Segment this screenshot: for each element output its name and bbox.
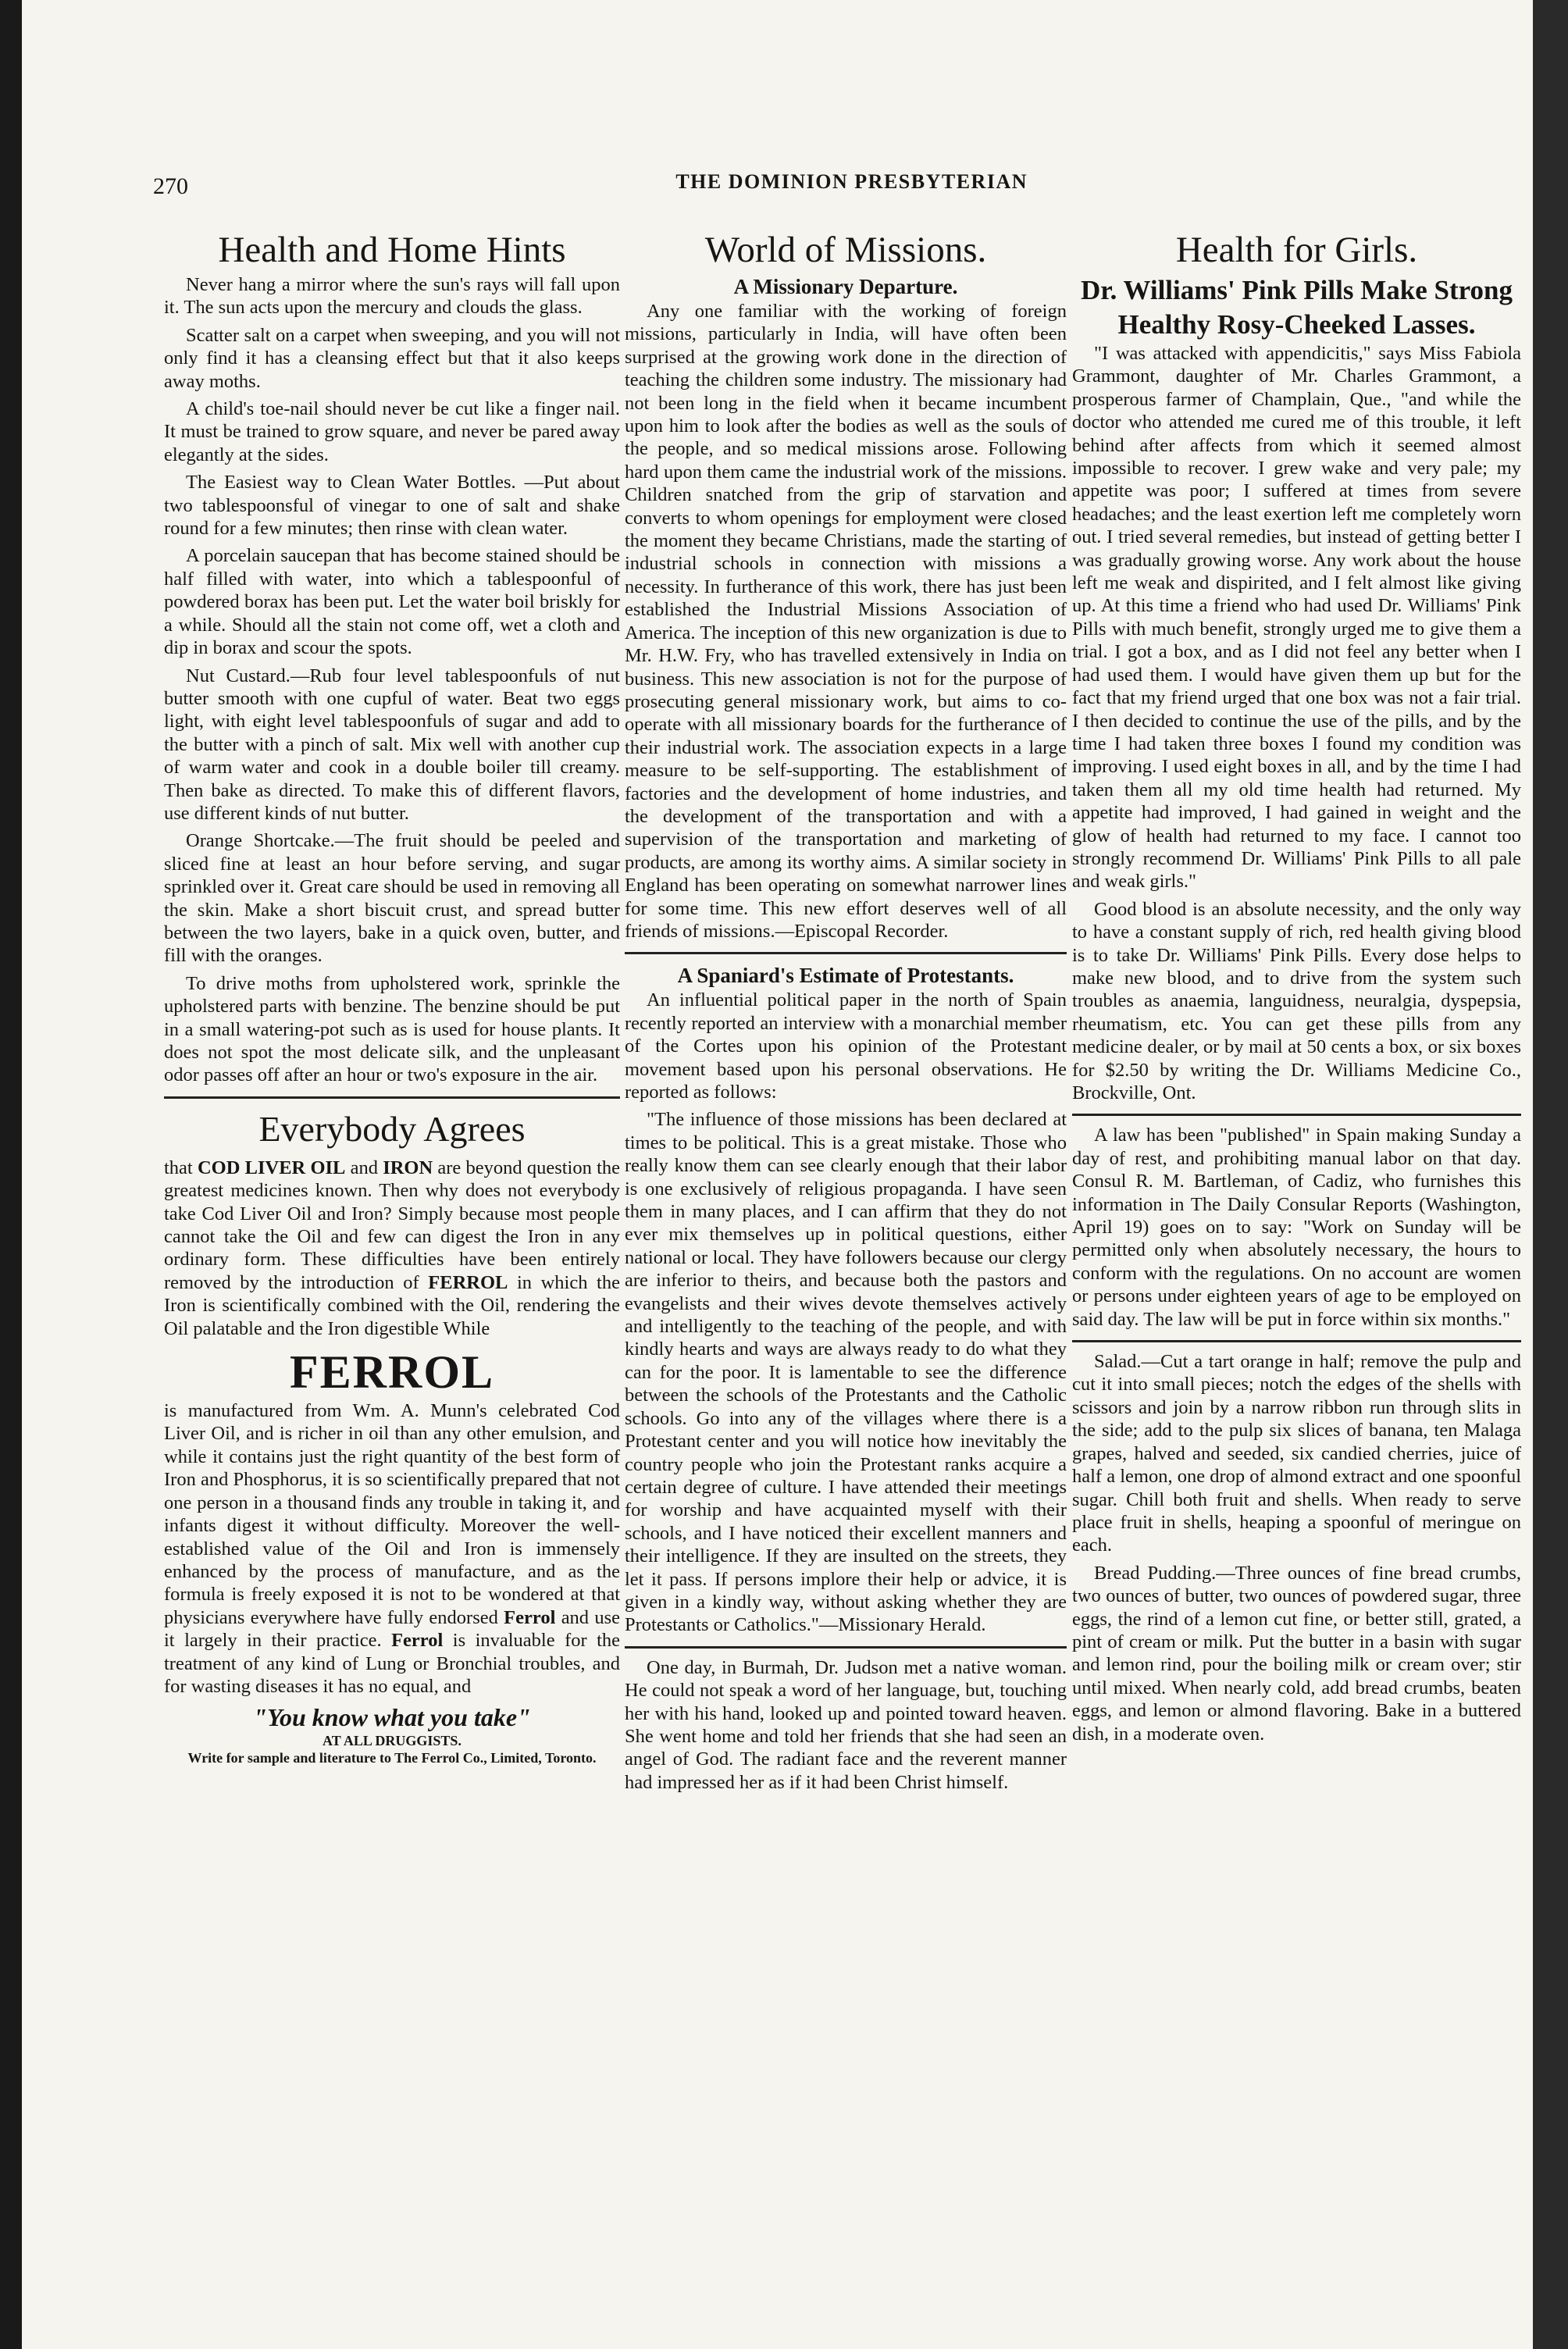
ad-ferrol-inline: FERROL <box>428 1271 508 1293</box>
article-paragraph: "The influence of those missions has been declared at times to be political. This is a great mistake. Those who really know them can see clearly enough that their labor is one exclusively of religious propaganda. I have seen them in many places, and I can affirm that they do not ever mix themselves up in political questions, either national or local. They have followers because our clergy are inferior to theirs, and because both the pastors and evangelists and their wives devote themselves actively and intelligently to the teaching of the people, and with kindly hearts and ways are always ready to do what they can for the poor. It is lamentable to see the difference between the schools of the Protestants and the Catholic schools. Go into any of the villages where there is a Protestant center and you will notice how inevitably the country people who join the Protestant ranks acquire a certain degree of culture. I have attended their meetings for worship and have acquainted myself with their schools, and I have noticed their excellent manners and their intelligence. If they are insulted on the streets, they let it pass. If persons implore their help or advice, it is given in a kindly way, without asking whether they are Protestants or Catholics."—Missionary Herald. <box>625 1109 1067 1636</box>
ad-headline: Everybody Agrees <box>258 1108 526 1149</box>
hint-paragraph: Scatter salt on a carpet when sweeping, and you will not only find it has a cleansing effect but that it also keeps away moths. <box>164 324 620 392</box>
section-divider <box>1072 1340 1521 1342</box>
recipe-salad: Salad.—Cut a tart orange in half; remove the pulp and cut it into small pieces; notch the edges of the shells with scissors and join by a narrow ribbon run through slits in the side; add to the pulp six slices of banana, ten Malaga grapes, halved and seeded, six candied cherries, juice of half a lemon, one drop of almond extract and one spoonful sugar. Chill both fruit and shells. When ready to serve place fruit in shells, heaping a spoonful of meringue on each. <box>1072 1351 1521 1556</box>
column-health-for-girls <box>1072 226 1521 1750</box>
testimonial-paragraph: "I was attacked with appendicitis," says Miss Fabiola Grammont, daughter of Mr. Charles Grammont, a prosperous farmer of Champlain, Que., "and while the doctor who attended me cured me of this trouble, it left behind after affects from which it seemed almost impossible to recover. I grew wake and very pale; my appetite was poor; I suffered at times from severe headaches; and the least exertion left me completely worn out. I tried several remedies, but instead of getting better I was gradually growing worse. Any work about the house left me weak and dispirited, and I felt almost like giving up. At this time a friend who had used Dr. Williams' Pink Pills with much benefit, strongly urged me to give them a trial. I got a box, and as I did not feel any better when I had used them. I would have given them up but for the fact that my friend urged that one box was not a fair trial. I then decided to continue the use of the pills, and by the time I had taken three boxes I found my condition was improving. I used eight boxes in all, and by the time I had taken them all my old time health had returned. My appetite had improved, I had gained in weight and the glow of health had returned to my face. I cannot too strongly recommend Dr. Williams' Pink Pills to all pale and weak girls." <box>1072 343 1521 893</box>
article-paragraph: An influential political paper in the north of Spain recently reported an interview with a monarchial member of the Cortes upon his opinion of the Protestant movement based upon his personal observations. He reported as follows: <box>625 989 1067 1103</box>
ad-intro <box>164 1157 620 1340</box>
ad-iron: IRON <box>383 1157 433 1178</box>
ad-subtitle-pink-pills: Dr. Williams' Pink Pills Make Strong Healthy Rosy-Cheeked Lasses. <box>1081 275 1513 340</box>
ferrol-advertisement <box>164 1107 620 1767</box>
ad-body-1: is manufactured from Wm. A. Munn's celebrated Cod Liver Oil, and is richer in oil than any other emulsion, and while it contains just the right quantity of the best form of Iron and Phosphorus, it is so scientifically prepared that not one person in a thousand finds any trouble in taking it, and infants digest it without difficulty. Moreover the well-established value of the Oil and Iron is immensely enhanced by the process of manufacture, and as the formula is freely exposed it is not to be wondered at that physicians everywhere have fully endorsed <box>164 1400 620 1628</box>
hint-paragraph: The Easiest way to Clean Water Bottles. —Put about two tablespoonsful of vinegar to one of salt and shake round for a few minutes; then rinse with clean water. <box>164 472 620 540</box>
hint-paragraph: Never hang a mirror where the sun's rays will fall upon it. The sun acts upon the mercury and clouds the glass. <box>164 274 620 319</box>
article-heading-missionary-departure: A Missionary Departure. <box>733 275 958 298</box>
recipe-bread-pudding: Bread Pudding.—Three ounces of fine bread crumbs, two ounces of butter, two ounces of powdered sugar, three eggs, the rind of a lemon cut fine, or better still, grated, a pint of cream or milk. Put the butter in a basin with sugar and lemon rind, pour the boiling milk or cream over; stir until mixed. When nearly cold, add bread crumbs, beaten eggs, and lemon or almond flavoring. Bake in a buttered dish, in a moderate oven. <box>1072 1562 1521 1745</box>
section-divider <box>1072 1114 1521 1116</box>
law-paragraph: A law has been "published" in Spain making Sunday a day of rest, and prohibiting manual labor on that day. Consul R. M. Bartleman, of Cadiz, who furnishes this information in The Daily Consular Reports (Washington, April 19) goes on to say: "Work on Sunday will be permitted only when absolutely necessary, the hours to conform with the regulations. On no account are women or persons under eighteen years of age to be employed on said day. The law will be put in force within six months." <box>1072 1125 1521 1330</box>
ad-body-2: and use it largely in their practice. <box>164 1606 621 1652</box>
ad-body <box>164 1399 620 1698</box>
publication-title: THE DOMINION PRESBYTERIAN <box>675 170 1028 193</box>
ad-ferrol-2: Ferrol <box>504 1606 556 1628</box>
ad-intro-after: are beyond question the greatest medicines known. Then why does not everybody take Cod Liver Oil and Iron? Simply because most people cannot take the Oil and few can digest the Iron in any ordinary form. These difficulties have been entirely removed by the introduction of <box>164 1157 621 1293</box>
ad-intro-text: that <box>164 1157 193 1178</box>
hint-paragraph: Nut Custard.—Rub four level tablespoonfuls of nut butter smooth with one cupful of water. Beat two eggs light, with eight level tablespoonfuls of sugar and add to the butter with a pinch of salt. Mix well with another cup of warm water and cook in a double boiler till creamy. Then bake as directed. To make this of different flavors, use different kinds of nut butter. <box>164 665 620 824</box>
hint-paragraph: Orange Shortcake.—The fruit should be peeled and sliced fine at least an hour before serving, and sugar sprinkled over it. Great care should be used in removing all the skin. Make a short biscuit crust, and spread butter between the two layers, bake in a quick oven, butter, and fill with the oranges. <box>164 830 620 967</box>
column-world-of-missions <box>625 226 1067 1798</box>
article-heading-spaniards-estimate: A Spaniard's Estimate of Protestants. <box>677 964 1014 988</box>
ad-write-for: Write for sample and literature to The Ferrol Co., Limited, Toronto. <box>187 1750 597 1766</box>
ad-cod-liver-oil: COD LIVER OIL <box>197 1157 346 1178</box>
testimonial-paragraph: Good blood is an absolute necessity, and the only way to have a constant supply of rich, red health giving blood is to take Dr. Williams' Pink Pills. Every dose helps to make new blood, and to drive from the system such troubles as anaemia, languidness, neuralgia, dyspepsia, rheumatism, etc. You can get these pills from any medicine dealer, or by mail at 50 cents a box, or six boxes for $2.50 by writing the Dr. Williams Medicine Co., Brockville, Ont. <box>1072 898 1521 1103</box>
ad-brand-ferrol: FERROL <box>289 1346 495 1399</box>
page-edge-shadow <box>1533 0 1568 2349</box>
ad-druggists: AT ALL DRUGGISTS. <box>323 1733 461 1749</box>
section-divider <box>164 1096 620 1099</box>
hint-paragraph: A porcelain saucepan that has become stained should be half filled with water, into which a tablespoonful of powdered borax has been put. Let the water boil briskly for a while. Should all the stain not come off, wet a cloth and dip in borax and scour the spots. <box>164 545 620 659</box>
section-title-health-for-girls: Health for Girls. <box>1175 230 1418 270</box>
ad-and: and <box>350 1157 378 1178</box>
page-header <box>153 167 1028 198</box>
article-paragraph-judson: One day, in Burmah, Dr. Judson met a native woman. He could not speak a word of her language, but, touching her with his hand, looked up and pointed toward heaven. She went home and told her friends that she had seen an angel of God. The radiant face and the reverent manner had impressed her as if it had been Christ himself. <box>625 1656 1067 1793</box>
section-divider <box>625 1646 1067 1649</box>
hint-paragraph: A child's toe-nail should never be cut like a finger nail. It must be trained to grow square, and never be pared away elegantly at the sides. <box>164 398 620 465</box>
section-title-health-home-hints: Health and Home Hints <box>218 230 566 270</box>
hint-paragraph: To drive moths from upholstered work, sprinkle the upholstered parts with benzine. The benzine should be put in a small watering-pot such as is used for house plants. It does not spot the most delicate silk, and the unpleasant odor passes off after an hour or two's exposure in the air. <box>164 972 620 1086</box>
ad-body-3: is invaluable for the treatment of any kind of Lung or Bronchial troubles, and for wasting diseases it has no equal, and <box>164 1630 621 1697</box>
article-paragraph: Any one familiar with the working of foreign missions, particularly in India, will have often been surprised at the growing work done in the direction of teaching the children some industry. The missionary had not been long in the field when it became incumbent upon him to look after the bodies as well as the souls of the people, and so medical missions arose. Following hard upon them came the industrial work of the missions. Children snatched from the grip of starvation and converts to whom openings for employment were closed the moment they became Christians, made the starting of industrial schools in connection with missions a necessity. In furtherance of this work, there has just been established the Industrial Missions Association of America. The inception of this new organization is due to Mr. H.W. Fry, who has travelled extensively in India on business. This new association is not for the purpose of prosecuting general missionary work, but aims to co-operate with all missionary boards for the furtherance of their industrial work. The association expects in a large measure to be self-supporting. The establishment of factories and the development of home industries, and the development of the transportation and with a supervision of the transportation and marketing of products, are among its worthy aims. A similar society in England has been operating on somewhat narrower lines for some time. This new effort deserves well of all friends of missions.—Episcopal Recorder. <box>625 301 1067 942</box>
section-title-world-of-missions: World of Missions. <box>704 230 987 270</box>
column-health-home-hints <box>164 226 620 1766</box>
ad-slogan: "You know what you take" <box>253 1703 531 1732</box>
ad-ferrol-3: Ferrol <box>391 1630 444 1652</box>
ad-intro-end: in which the Iron is scientifically combined with the Oil, rendering the Oil palatable and the Iron digestible While <box>164 1271 620 1339</box>
section-divider <box>625 952 1067 954</box>
page-number: 270 <box>153 173 188 199</box>
